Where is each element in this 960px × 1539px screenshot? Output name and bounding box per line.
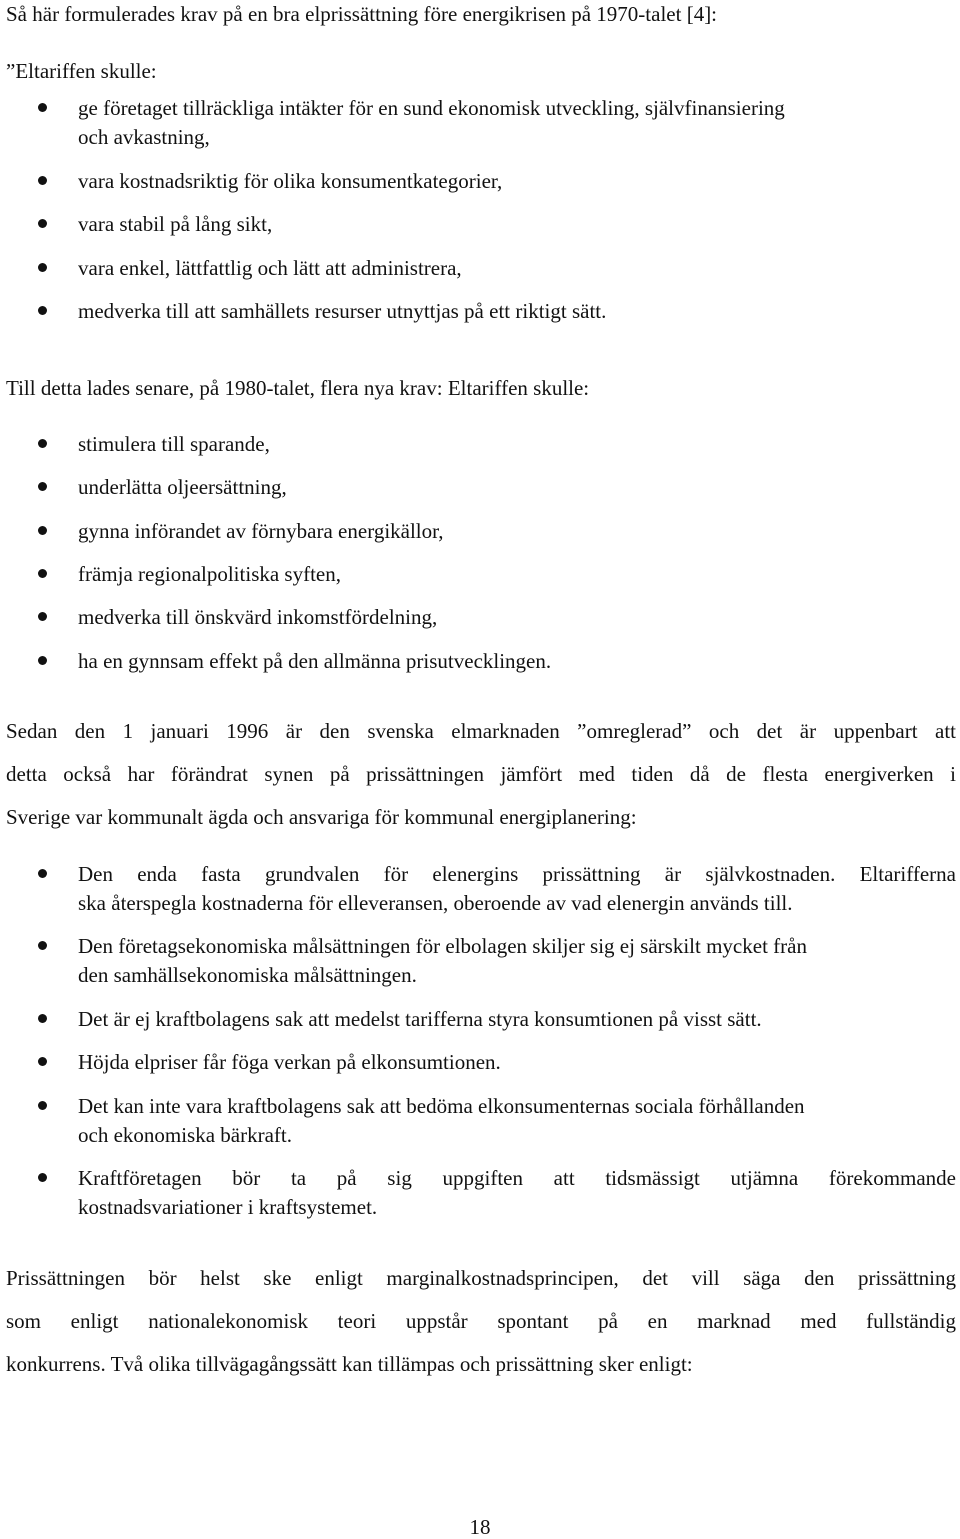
list-item-text: vara kostnadsriktig för olika konsumentkategorier,	[78, 169, 503, 193]
paragraph-line: Prissättningen bör helst ske enligt marginalkostnadsprincipen, det vill säga den prissättning	[6, 1266, 956, 1290]
bullet-icon	[38, 612, 47, 621]
list-item-text: Det är ej kraftbolagens sak att medelst tarifferna styra konsumtionen på visst sätt.	[78, 1007, 762, 1031]
bullet-icon	[38, 526, 47, 535]
list-item-text: Höjda elpriser får föga verkan på elkonsumtionen.	[78, 1050, 501, 1074]
bullet-icon	[38, 569, 47, 578]
list-item-text: stimulera till sparande,	[78, 432, 270, 456]
list-item-text: Den enda fasta grundvalen för elenergins prissättning är självkostnaden. Eltarifferna	[78, 862, 956, 886]
bullet-icon	[38, 176, 47, 185]
list-item-text-cont: ska återspegla kostnaderna för elleveransen, oberoende av vad elenergin används till.	[78, 891, 793, 915]
list-item-text: ge företaget tillräckliga intäkter för en sund ekonomisk utveckling, självfinansiering	[78, 96, 785, 120]
list-item-text: främja regionalpolitiska syften,	[78, 562, 342, 586]
list-item-text: vara enkel, lättfattlig och lätt att administrera,	[78, 256, 462, 280]
list-item-text: vara stabil på lång sikt,	[78, 212, 273, 236]
paragraph-2: Till detta lades senare, på 1980-talet, flera nya krav: Eltariffen skulle:	[6, 376, 590, 400]
paragraph-line: detta också har förändrat synen på prissättningen jämfört med tiden då de flesta energiverken i	[6, 762, 956, 786]
list-item-text: medverka till önskvärd inkomstfördelning,	[78, 605, 438, 629]
paragraph-line: som enligt nationalekonomisk teori uppstår spontant på en marknad med fullständig	[6, 1309, 956, 1333]
bullet-icon	[38, 103, 47, 112]
paragraph-line: Sedan den 1 januari 1996 är den svenska elmarknaden ”omreglerad” och det är uppenbart att	[6, 719, 956, 743]
bullet-icon	[38, 1173, 47, 1182]
paragraph-line: Sverige var kommunalt ägda och ansvariga för kommunal energiplanering:	[6, 805, 637, 829]
bullet-icon	[38, 941, 47, 950]
list-item-text-cont: kostnadsvariationer i kraftsystemet.	[78, 1195, 378, 1219]
list-item-text: Det kan inte vara kraftbolagens sak att bedöma elkonsumenternas sociala förhållanden	[78, 1094, 805, 1118]
bullet-icon	[38, 869, 47, 878]
list-item-text: underlätta oljeersättning,	[78, 475, 287, 499]
bullet-icon	[38, 263, 47, 272]
list-item-text: medverka till att samhällets resurser utnyttjas på ett riktigt sätt.	[78, 299, 607, 323]
list-item-text: gynna införandet av förnybara energikällor,	[78, 519, 444, 543]
list-item-text: Den företagsekonomiska målsättningen för elbolagen skiljer sig ej särskilt mycket från	[78, 934, 807, 958]
list-item-text: Kraftföretagen bör ta på sig uppgiften att tidsmässigt utjämna förekommande	[78, 1166, 956, 1190]
list-item-text-cont: den samhällsekonomiska målsättningen.	[78, 963, 417, 987]
list-item-text: ha en gynnsam effekt på den allmänna prisutvecklingen.	[78, 649, 552, 673]
page-number: 18	[469, 1515, 491, 1539]
list1-heading: ”Eltariffen skulle:	[6, 59, 157, 83]
bullet-icon	[38, 439, 47, 448]
bullet-icon	[38, 1057, 47, 1066]
bullet-icon	[38, 1101, 47, 1110]
intro-text: Så här formulerades krav på en bra elprissättning före energikrisen på 1970-talet [4]:	[6, 2, 718, 26]
bullet-icon	[38, 656, 47, 665]
bullet-icon	[38, 306, 47, 315]
bullet-icon	[38, 219, 47, 228]
list-item-text-cont: och avkastning,	[78, 125, 210, 149]
bullet-icon	[38, 1014, 47, 1023]
list-item-text-cont: och ekonomiska bärkraft.	[78, 1123, 293, 1147]
paragraph-line: konkurrens. Två olika tillvägagångssätt kan tillämpas och prissättning sker enligt:	[6, 1352, 693, 1376]
bullet-icon	[38, 482, 47, 491]
